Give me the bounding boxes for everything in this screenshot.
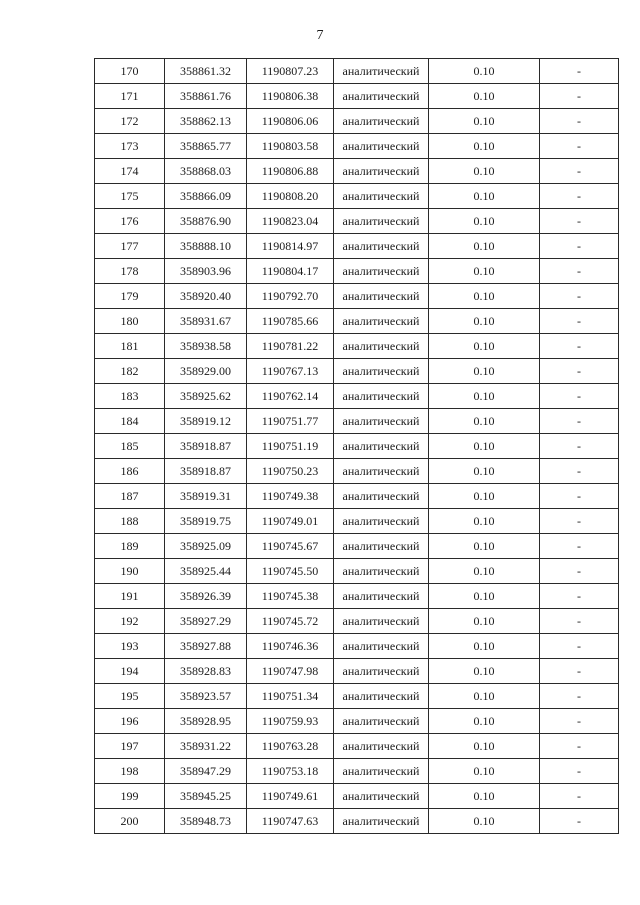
x-coordinate-cell: 358919.75 (165, 509, 247, 534)
accuracy-cell: 0.10 (429, 359, 540, 384)
y-coordinate-cell: 1190806.38 (247, 84, 334, 109)
accuracy-cell: 0.10 (429, 709, 540, 734)
accuracy-cell: 0.10 (429, 84, 540, 109)
table-row (95, 809, 619, 834)
point-number-cell: 194 (95, 659, 165, 684)
x-coordinate-cell: 358926.39 (165, 584, 247, 609)
table-row (95, 709, 619, 734)
method-cell: аналитический (334, 384, 429, 409)
y-coordinate-cell: 1190763.28 (247, 734, 334, 759)
y-coordinate-cell: 1190803.58 (247, 134, 334, 159)
table-row (95, 509, 619, 534)
point-number-cell: 172 (95, 109, 165, 134)
point-number-cell: 186 (95, 459, 165, 484)
point-number-cell: 184 (95, 409, 165, 434)
table-row (95, 309, 619, 334)
x-coordinate-cell: 358923.57 (165, 684, 247, 709)
note-cell: - (540, 709, 619, 734)
note-cell: - (540, 534, 619, 559)
accuracy-cell: 0.10 (429, 184, 540, 209)
y-coordinate-cell: 1190749.38 (247, 484, 334, 509)
method-cell: аналитический (334, 434, 429, 459)
method-cell: аналитический (334, 359, 429, 384)
x-coordinate-cell: 358920.40 (165, 284, 247, 309)
table-row (95, 459, 619, 484)
note-cell: - (540, 309, 619, 334)
table-row (95, 134, 619, 159)
point-number-cell: 188 (95, 509, 165, 534)
accuracy-cell: 0.10 (429, 734, 540, 759)
y-coordinate-cell: 1190751.77 (247, 409, 334, 434)
accuracy-cell: 0.10 (429, 409, 540, 434)
x-coordinate-cell: 358928.83 (165, 659, 247, 684)
method-cell: аналитический (334, 559, 429, 584)
accuracy-cell: 0.10 (429, 209, 540, 234)
note-cell: - (540, 434, 619, 459)
x-coordinate-cell: 358927.29 (165, 609, 247, 634)
point-number-cell: 174 (95, 159, 165, 184)
y-coordinate-cell: 1190746.36 (247, 634, 334, 659)
y-coordinate-cell: 1190750.23 (247, 459, 334, 484)
method-cell: аналитический (334, 284, 429, 309)
x-coordinate-cell: 358903.96 (165, 259, 247, 284)
method-cell: аналитический (334, 184, 429, 209)
x-coordinate-cell: 358876.90 (165, 209, 247, 234)
accuracy-cell: 0.10 (429, 109, 540, 134)
table-row (95, 659, 619, 684)
note-cell: - (540, 359, 619, 384)
x-coordinate-cell: 358888.10 (165, 234, 247, 259)
x-coordinate-cell: 358927.88 (165, 634, 247, 659)
table-row (95, 484, 619, 509)
point-number-cell: 196 (95, 709, 165, 734)
note-cell: - (540, 134, 619, 159)
accuracy-cell: 0.10 (429, 134, 540, 159)
accuracy-cell: 0.10 (429, 259, 540, 284)
note-cell: - (540, 809, 619, 834)
x-coordinate-cell: 358928.95 (165, 709, 247, 734)
y-coordinate-cell: 1190823.04 (247, 209, 334, 234)
x-coordinate-cell: 358918.87 (165, 434, 247, 459)
note-cell: - (540, 209, 619, 234)
point-number-cell: 179 (95, 284, 165, 309)
note-cell: - (540, 334, 619, 359)
point-number-cell: 182 (95, 359, 165, 384)
note-cell: - (540, 109, 619, 134)
note-cell: - (540, 509, 619, 534)
accuracy-cell: 0.10 (429, 634, 540, 659)
method-cell: аналитический (334, 709, 429, 734)
accuracy-cell: 0.10 (429, 559, 540, 584)
table-row (95, 409, 619, 434)
table-row (95, 109, 619, 134)
point-number-cell: 183 (95, 384, 165, 409)
method-cell: аналитический (334, 209, 429, 234)
table-row (95, 259, 619, 284)
method-cell: аналитический (334, 484, 429, 509)
x-coordinate-cell: 358925.09 (165, 534, 247, 559)
note-cell: - (540, 484, 619, 509)
x-coordinate-cell: 358919.31 (165, 484, 247, 509)
y-coordinate-cell: 1190753.18 (247, 759, 334, 784)
table-row (95, 559, 619, 584)
accuracy-cell: 0.10 (429, 684, 540, 709)
point-number-cell: 197 (95, 734, 165, 759)
accuracy-cell: 0.10 (429, 284, 540, 309)
x-coordinate-cell: 358925.44 (165, 559, 247, 584)
accuracy-cell: 0.10 (429, 309, 540, 334)
point-number-cell: 185 (95, 434, 165, 459)
method-cell: аналитический (334, 634, 429, 659)
x-coordinate-cell: 358919.12 (165, 409, 247, 434)
point-number-cell: 170 (95, 59, 165, 84)
note-cell: - (540, 684, 619, 709)
y-coordinate-cell: 1190749.01 (247, 509, 334, 534)
accuracy-cell: 0.10 (429, 459, 540, 484)
method-cell: аналитический (334, 84, 429, 109)
accuracy-cell: 0.10 (429, 434, 540, 459)
accuracy-cell: 0.10 (429, 609, 540, 634)
note-cell: - (540, 634, 619, 659)
method-cell: аналитический (334, 309, 429, 334)
y-coordinate-cell: 1190806.06 (247, 109, 334, 134)
y-coordinate-cell: 1190759.93 (247, 709, 334, 734)
method-cell: аналитический (334, 509, 429, 534)
point-number-cell: 195 (95, 684, 165, 709)
accuracy-cell: 0.10 (429, 659, 540, 684)
accuracy-cell: 0.10 (429, 759, 540, 784)
method-cell: аналитический (334, 459, 429, 484)
table-row (95, 334, 619, 359)
x-coordinate-cell: 358925.62 (165, 384, 247, 409)
note-cell: - (540, 384, 619, 409)
x-coordinate-cell: 358865.77 (165, 134, 247, 159)
x-coordinate-cell: 358868.03 (165, 159, 247, 184)
method-cell: аналитический (334, 334, 429, 359)
method-cell: аналитический (334, 59, 429, 84)
table-row (95, 609, 619, 634)
note-cell: - (540, 159, 619, 184)
point-number-cell: 177 (95, 234, 165, 259)
y-coordinate-cell: 1190785.66 (247, 309, 334, 334)
table-row (95, 759, 619, 784)
point-number-cell: 190 (95, 559, 165, 584)
y-coordinate-cell: 1190781.22 (247, 334, 334, 359)
note-cell: - (540, 734, 619, 759)
y-coordinate-cell: 1190745.72 (247, 609, 334, 634)
note-cell: - (540, 784, 619, 809)
note-cell: - (540, 459, 619, 484)
accuracy-cell: 0.10 (429, 809, 540, 834)
accuracy-cell: 0.10 (429, 534, 540, 559)
point-number-cell: 200 (95, 809, 165, 834)
table-row (95, 434, 619, 459)
table-row (95, 384, 619, 409)
table-row (95, 534, 619, 559)
accuracy-cell: 0.10 (429, 784, 540, 809)
accuracy-cell: 0.10 (429, 509, 540, 534)
note-cell: - (540, 59, 619, 84)
point-number-cell: 180 (95, 309, 165, 334)
y-coordinate-cell: 1190745.38 (247, 584, 334, 609)
point-number-cell: 175 (95, 184, 165, 209)
note-cell: - (540, 659, 619, 684)
table-row (95, 634, 619, 659)
method-cell: аналитический (334, 584, 429, 609)
point-number-cell: 173 (95, 134, 165, 159)
accuracy-cell: 0.10 (429, 334, 540, 359)
method-cell: аналитический (334, 809, 429, 834)
point-number-cell: 191 (95, 584, 165, 609)
page-number: 7 (316, 28, 324, 43)
note-cell: - (540, 584, 619, 609)
x-coordinate-cell: 358918.87 (165, 459, 247, 484)
y-coordinate-cell: 1190767.13 (247, 359, 334, 384)
x-coordinate-cell: 358931.22 (165, 734, 247, 759)
point-number-cell: 181 (95, 334, 165, 359)
coordinates-table (94, 58, 619, 834)
accuracy-cell: 0.10 (429, 234, 540, 259)
method-cell: аналитический (334, 734, 429, 759)
method-cell: аналитический (334, 259, 429, 284)
point-number-cell: 189 (95, 534, 165, 559)
x-coordinate-cell: 358861.32 (165, 59, 247, 84)
method-cell: аналитический (334, 609, 429, 634)
table-row (95, 359, 619, 384)
y-coordinate-cell: 1190762.14 (247, 384, 334, 409)
x-coordinate-cell: 358947.29 (165, 759, 247, 784)
y-coordinate-cell: 1190808.20 (247, 184, 334, 209)
table-row (95, 584, 619, 609)
table-row (95, 234, 619, 259)
y-coordinate-cell: 1190792.70 (247, 284, 334, 309)
point-number-cell: 171 (95, 84, 165, 109)
method-cell: аналитический (334, 109, 429, 134)
accuracy-cell: 0.10 (429, 584, 540, 609)
point-number-cell: 176 (95, 209, 165, 234)
accuracy-cell: 0.10 (429, 484, 540, 509)
x-coordinate-cell: 358866.09 (165, 184, 247, 209)
y-coordinate-cell: 1190751.19 (247, 434, 334, 459)
point-number-cell: 192 (95, 609, 165, 634)
y-coordinate-cell: 1190745.67 (247, 534, 334, 559)
table-row (95, 59, 619, 84)
note-cell: - (540, 409, 619, 434)
table-row (95, 784, 619, 809)
table-row (95, 684, 619, 709)
note-cell: - (540, 234, 619, 259)
note-cell: - (540, 284, 619, 309)
y-coordinate-cell: 1190751.34 (247, 684, 334, 709)
table-row (95, 184, 619, 209)
x-coordinate-cell: 358948.73 (165, 809, 247, 834)
y-coordinate-cell: 1190804.17 (247, 259, 334, 284)
note-cell: - (540, 559, 619, 584)
accuracy-cell: 0.10 (429, 59, 540, 84)
method-cell: аналитический (334, 659, 429, 684)
y-coordinate-cell: 1190745.50 (247, 559, 334, 584)
table-row (95, 284, 619, 309)
method-cell: аналитический (334, 409, 429, 434)
method-cell: аналитический (334, 759, 429, 784)
table-row (95, 159, 619, 184)
table-row (95, 84, 619, 109)
y-coordinate-cell: 1190747.63 (247, 809, 334, 834)
x-coordinate-cell: 358862.13 (165, 109, 247, 134)
table-row (95, 209, 619, 234)
method-cell: аналитический (334, 234, 429, 259)
accuracy-cell: 0.10 (429, 384, 540, 409)
point-number-cell: 199 (95, 784, 165, 809)
point-number-cell: 193 (95, 634, 165, 659)
y-coordinate-cell: 1190749.61 (247, 784, 334, 809)
y-coordinate-cell: 1190807.23 (247, 59, 334, 84)
method-cell: аналитический (334, 684, 429, 709)
x-coordinate-cell: 358931.67 (165, 309, 247, 334)
method-cell: аналитический (334, 134, 429, 159)
accuracy-cell: 0.10 (429, 159, 540, 184)
table-row (95, 734, 619, 759)
point-number-cell: 198 (95, 759, 165, 784)
note-cell: - (540, 609, 619, 634)
method-cell: аналитический (334, 159, 429, 184)
x-coordinate-cell: 358929.00 (165, 359, 247, 384)
point-number-cell: 187 (95, 484, 165, 509)
note-cell: - (540, 184, 619, 209)
x-coordinate-cell: 358938.58 (165, 334, 247, 359)
note-cell: - (540, 84, 619, 109)
method-cell: аналитический (334, 784, 429, 809)
x-coordinate-cell: 358861.76 (165, 84, 247, 109)
note-cell: - (540, 259, 619, 284)
x-coordinate-cell: 358945.25 (165, 784, 247, 809)
y-coordinate-cell: 1190747.98 (247, 659, 334, 684)
method-cell: аналитический (334, 534, 429, 559)
note-cell: - (540, 759, 619, 784)
y-coordinate-cell: 1190814.97 (247, 234, 334, 259)
y-coordinate-cell: 1190806.88 (247, 159, 334, 184)
point-number-cell: 178 (95, 259, 165, 284)
coordinates-table-body (95, 59, 619, 834)
